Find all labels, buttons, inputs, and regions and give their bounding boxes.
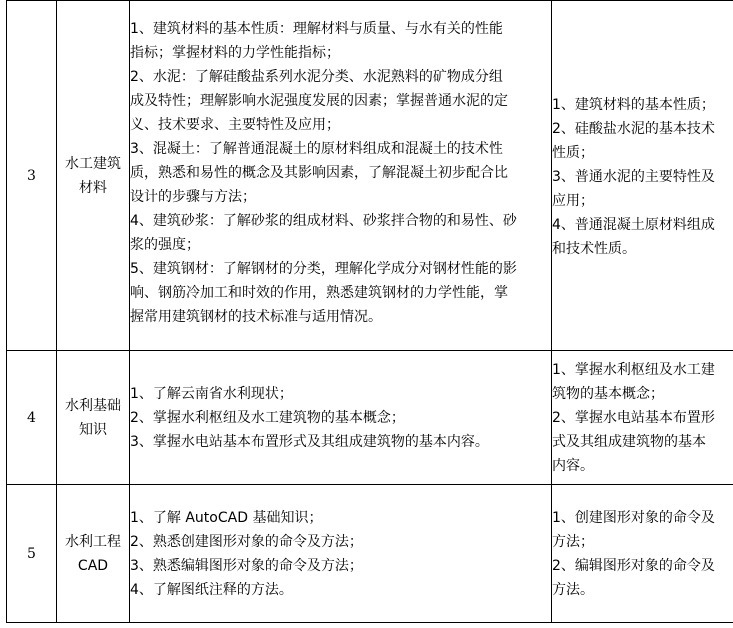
content-line: 质，熟悉和易性的概念及其影响因素，了解混凝土初步配合比 (130, 165, 508, 181)
course-name-line: 水工建筑 (65, 155, 121, 172)
key-line: 应用； (552, 193, 594, 209)
syllabus-table (6, 0, 733, 623)
key-line: 1、掌握水利枢纽及水工建 (552, 361, 715, 378)
course-content (130, 1, 552, 351)
content-line: 2、水泥：了解硅酸盐系列水泥分类、水泥熟料的矿物成分组 (130, 69, 503, 85)
key-line: 2、编辑图形对象的命令及 (552, 557, 715, 574)
course-name-line: 水利基础 (65, 397, 121, 414)
content-line: 4、了解图纸注释的方法。 (130, 581, 293, 598)
course-name-line: CAD (77, 557, 109, 574)
content-line: 成及特性；理解影响水泥强度发展的因素；掌握普通水泥的定 (130, 93, 508, 109)
table-row (7, 485, 733, 623)
course-content (130, 351, 552, 485)
key-line: 1、创建图形对象的命令及 (552, 509, 715, 526)
content-line: 2、熟悉创建图形对象的命令及方法； (130, 533, 363, 550)
key-line: 性质； (552, 145, 594, 161)
key-points (552, 485, 733, 623)
row-number: 3 (7, 1, 57, 351)
content-line: 3、掌握水电站基本布置形式及其组成建筑物的基本内容。 (130, 433, 489, 450)
content-line: 1、了解 AutoCAD 基础知识； (130, 509, 323, 526)
course-name-line: 水利工程 (65, 533, 121, 550)
content-line: 指标；掌握材料的力学性能指标； (130, 45, 340, 61)
key-line: 2、硅酸盐水泥的基本技术 (552, 121, 715, 137)
content-line: 设计的步骤与方法； (130, 189, 256, 205)
key-line: 和技术性质。 (552, 241, 636, 257)
course-name (57, 485, 130, 623)
content-line: 5、建筑钢材：了解钢材的分类，理解化学成分对钢材性能的影 (130, 261, 517, 277)
content-line: 3、混凝土：了解普通混凝土的原材料组成和混凝土的技术性 (130, 141, 503, 157)
row-number: 5 (7, 485, 57, 623)
key-line: 2、掌握水电站基本布置形 (552, 409, 715, 426)
course-name (57, 1, 130, 351)
table-row (7, 351, 733, 485)
content-line: 4、建筑砂浆：了解砂浆的组成材料、砂浆拌合物的和易性、砂 (130, 213, 517, 229)
course-name (57, 351, 130, 485)
key-line: 内容。 (552, 457, 594, 474)
key-line: 式及其组成建筑物的基本 (552, 433, 706, 450)
key-line: 筑物的基本概念； (552, 385, 664, 402)
course-content (130, 485, 552, 623)
table-row (7, 1, 733, 351)
key-line: 3、普通水泥的主要特性及 (552, 169, 715, 185)
course-name-line: 知识 (79, 421, 107, 438)
content-line: 响、钢筋冷加工和时效的作用，熟悉建筑钢材的力学性能，掌 (130, 285, 508, 301)
row-number: 4 (7, 351, 57, 485)
content-line: 浆的强度； (130, 237, 200, 253)
key-points (552, 351, 733, 485)
key-line: 方法。 (552, 581, 594, 598)
content-line: 义、技术要求、主要特性及应用； (130, 117, 340, 133)
content-line: 3、熟悉编辑图形对象的命令及方法； (130, 557, 363, 574)
key-line: 4、普通混凝土原材料组成 (552, 217, 715, 233)
key-line: 方法； (552, 533, 594, 550)
content-line: 1、了解云南省水利现状； (130, 385, 293, 402)
key-points (552, 1, 733, 351)
content-line: 握常用建筑钢材的技术标准与适用情况。 (130, 309, 382, 325)
course-name-line: 材料 (79, 179, 107, 196)
content-line: 1、建筑材料的基本性质：理解材料与质量、与水有关的性能 (130, 21, 503, 37)
key-line: 1、建筑材料的基本性质； (552, 97, 715, 113)
content-line: 2、掌握水利枢纽及水工建筑物的基本概念； (130, 409, 405, 426)
